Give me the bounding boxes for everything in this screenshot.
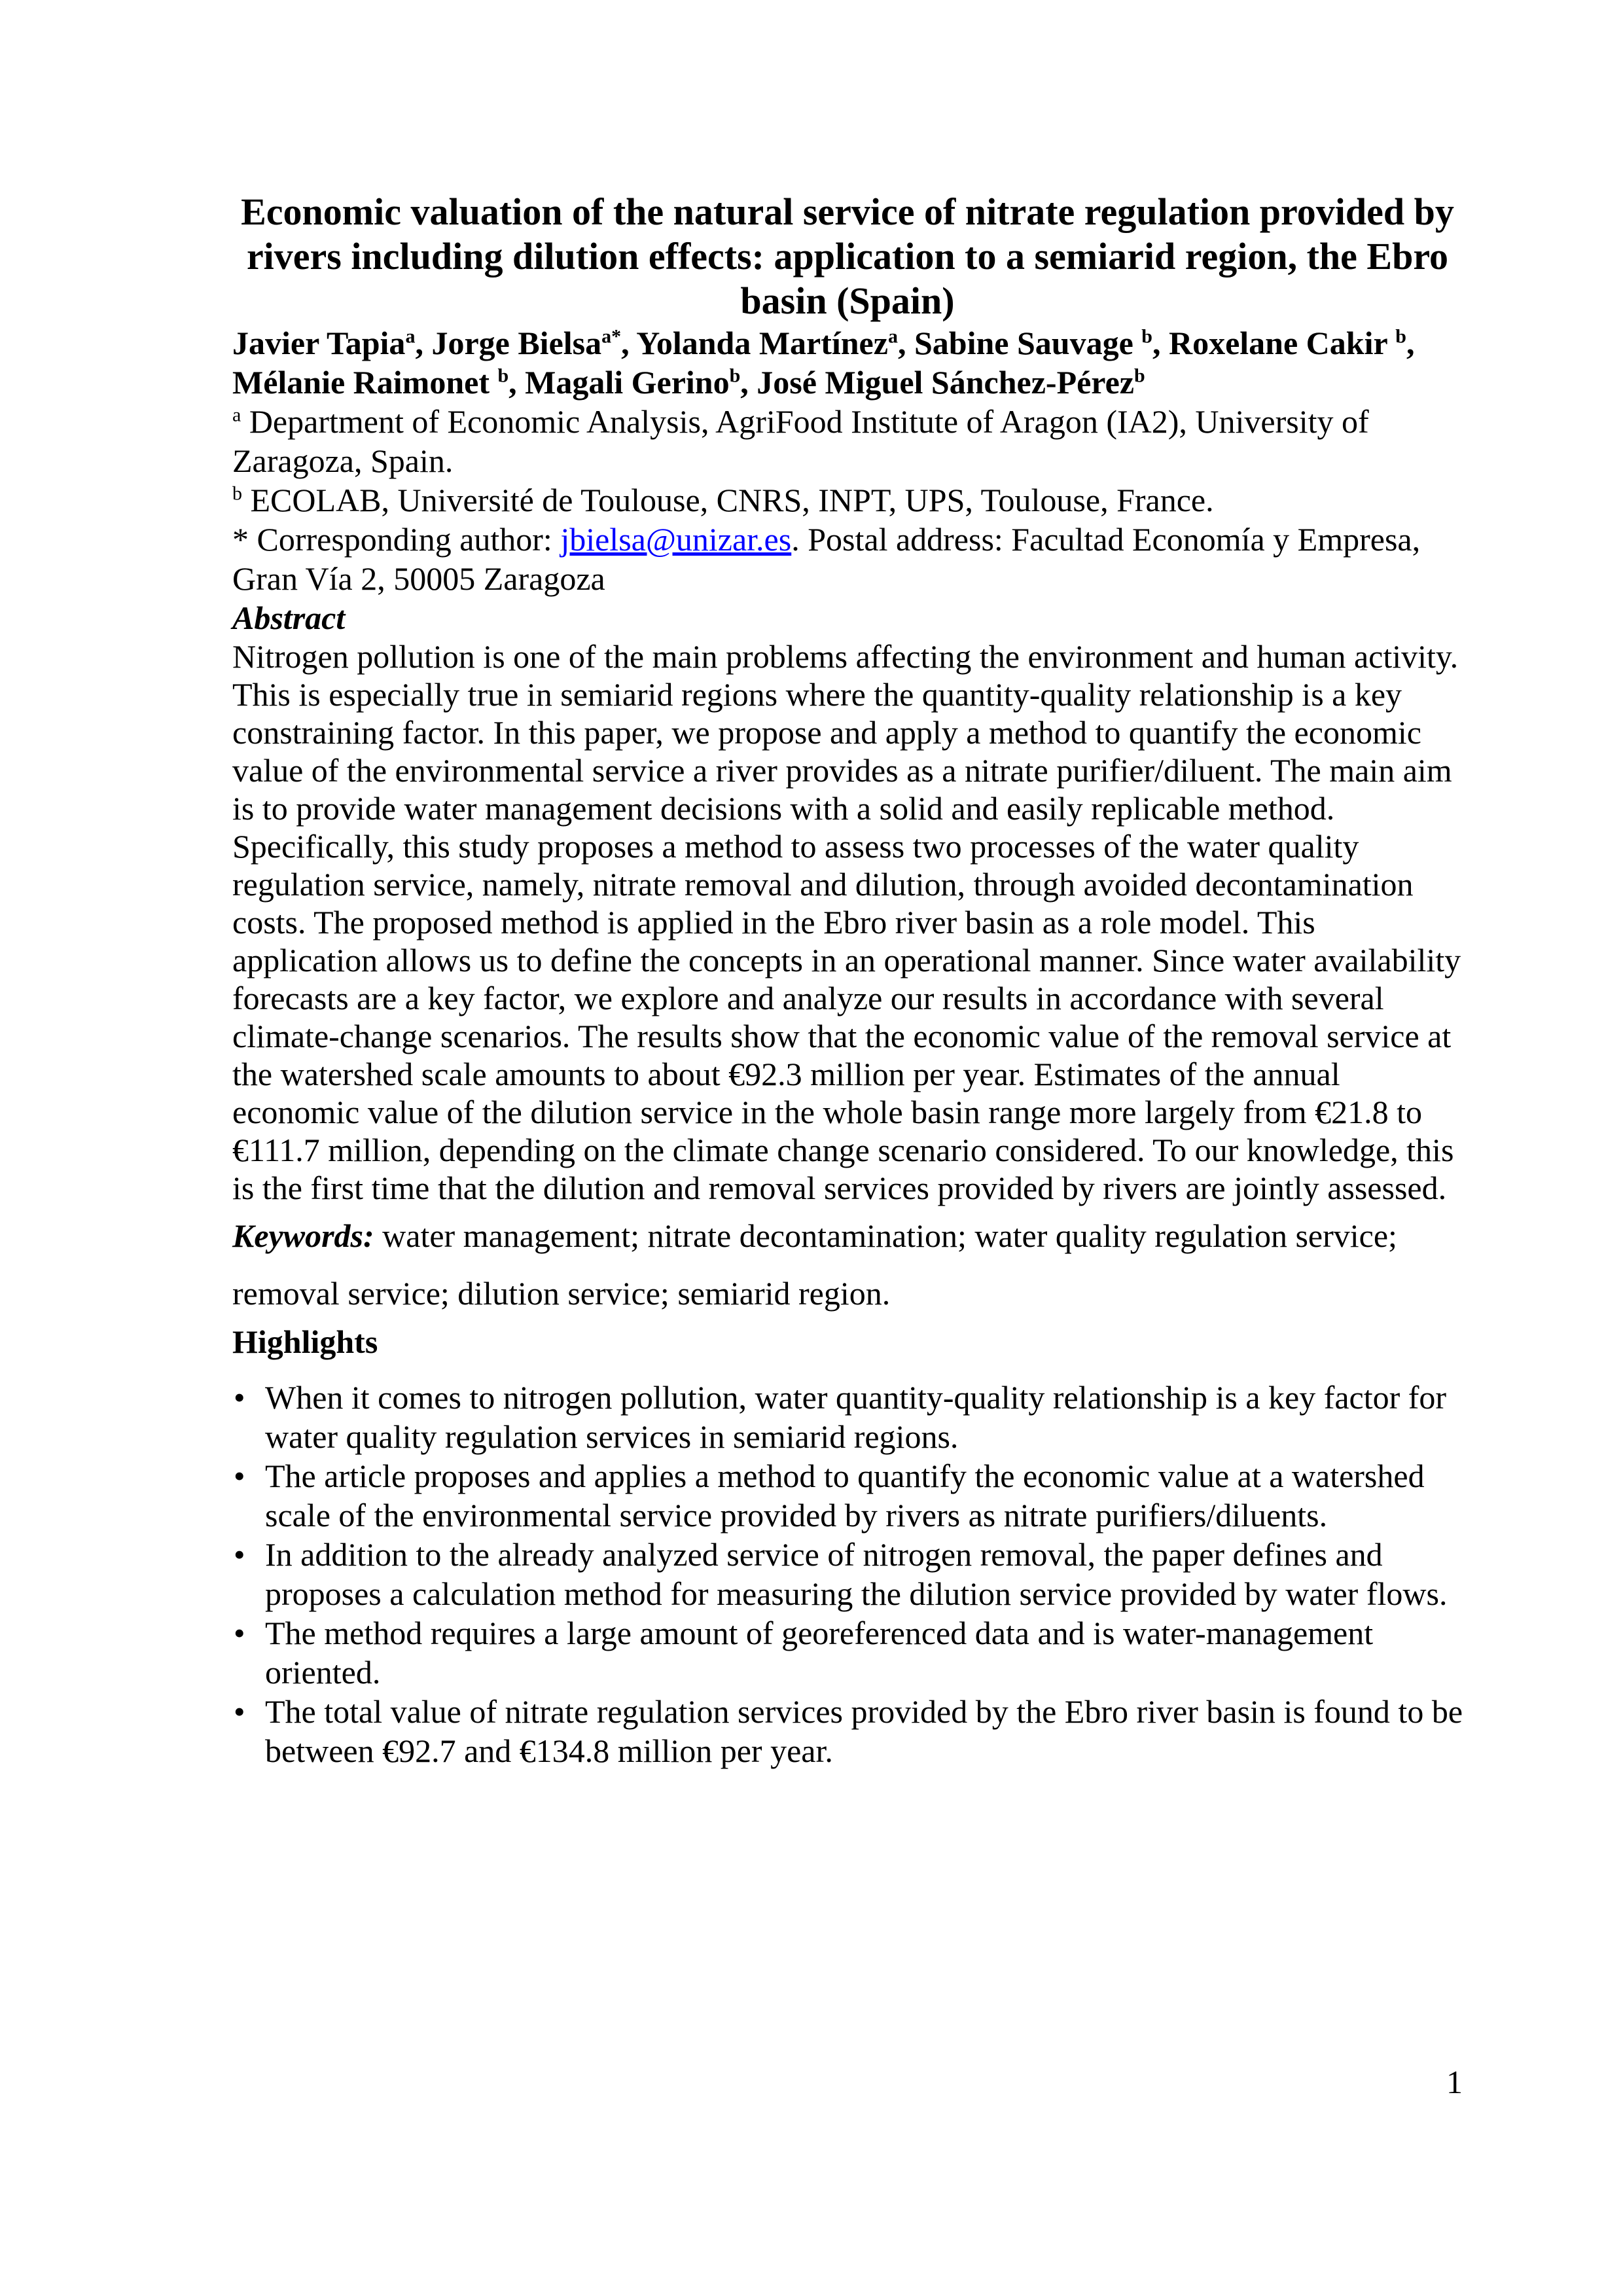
superscript: b [1141, 325, 1152, 348]
superscript: b [729, 365, 741, 387]
superscript: b [232, 482, 242, 505]
text-segment: Javier Tapia [232, 325, 406, 361]
superscript: b [1395, 325, 1406, 348]
corresponding-author-note [232, 520, 1463, 598]
highlights-heading: Highlights [232, 1323, 378, 1360]
text-segment: Department of Economic Analysis, AgriFood Institute of Aragon (IA2), University of Zaragoza, Spain. [232, 403, 1369, 479]
text-segment: , Magali Gerino [508, 364, 730, 401]
superscript: b [497, 365, 509, 387]
abstract-body: Nitrogen pollution is one of the main problems affecting the environment and human activity. This is especially true in semiarid regions where the quantity-quality relationship is a key constraining factor. In this paper, we propose and apply a method to quantify the economic value of the environmental service a river provides as a nitrate purifier/diluent. The main aim is to provide water management decisions with a solid and easily replicable method. Specifically, this study proposes a method to assess two processes of the water quality regulation service, namely, nitrate removal and dilution, through avoided decontamination costs. The proposed method is applied in the Ebro river basin as a role model. This application allows us to define the concepts in an operational manner. Since water availability forecasts are a key factor, we explore and analyze our results in accordance with several climate-change scenarios. The results show that the economic value of the removal service at the watershed scale amounts to about €92.3 million per year. Estimates of the annual economic value of the dilution service in the whole basin range more largely from €21.8 to €111.7 million, depending on the climate change scenario considered. To our knowledge, this is the first time that the dilution and removal services provided by rivers are jointly assessed. [232, 638, 1461, 1206]
superscript: a [405, 325, 416, 348]
highlight-item: • When it comes to nitrogen pollution, water quantity-quality relationship is a key factor for water quality regulation services in semiarid regions. [232, 1378, 1463, 1456]
affiliation-a [232, 402, 1463, 480]
paper-title: Economic valuation of the natural service of nitrate regulation provided by rivers including dilution effects: application to a semiarid region, the Ebro basin (Spain) [241, 190, 1454, 322]
page-number: 1 [1446, 2064, 1463, 2100]
text-segment: , Jorge Bielsa [415, 325, 602, 361]
text-segment: , Mélanie Raimonet [232, 325, 1415, 401]
highlight-item: • The total value of nitrate regulation services provided by the Ebro river basin is found to be between €92.7 and €134.8 million per year. [232, 1692, 1463, 1770]
keywords-text: water management; nitrate decontamination; water quality regulation service; removal service; dilution service; semiarid region. [232, 1217, 1397, 1312]
keywords-label: Keywords: [232, 1217, 374, 1254]
text-segment: , Yolanda Martínez [621, 325, 888, 361]
keywords-line [232, 1207, 1463, 1322]
text-segment: , Roxelane Cakir [1152, 325, 1396, 361]
email-link[interactable]: jbielsa@unizar.es [560, 521, 792, 558]
superscript: a* [601, 325, 622, 348]
authors-line [232, 323, 1463, 402]
highlight-item: • The method requires a large amount of georeferenced data and is water-management oriented. [232, 1613, 1463, 1692]
superscript: b [1133, 365, 1145, 387]
text-segment: * Corresponding author: [232, 521, 561, 558]
highlights-list [232, 1378, 1463, 1770]
highlight-item: • The article proposes and applies a method to quantify the economic value at a watershed scale of the environmental service provided by rivers as nitrate purifiers/diluents. [232, 1456, 1463, 1535]
superscript: a [887, 325, 898, 348]
affiliation-b [232, 480, 1463, 520]
text-segment: ECOLAB, Université de Toulouse, CNRS, INPT, UPS, Toulouse, France. [242, 482, 1214, 518]
abstract-heading: Abstract [232, 600, 346, 636]
highlight-item: • In addition to the already analyzed service of nitrogen removal, the paper defines and proposes a calculation method for measuring the dilution service provided by water flows. [232, 1535, 1463, 1613]
text-segment: , Sabine Sauvage [897, 325, 1142, 361]
text-segment: . Postal address: Facultad Economía y Empresa, Gran Vía 2, 50005 Zaragoza [232, 521, 1421, 597]
superscript: a [232, 404, 241, 426]
text-segment: , José Miguel Sánchez-Pérez [740, 364, 1134, 401]
